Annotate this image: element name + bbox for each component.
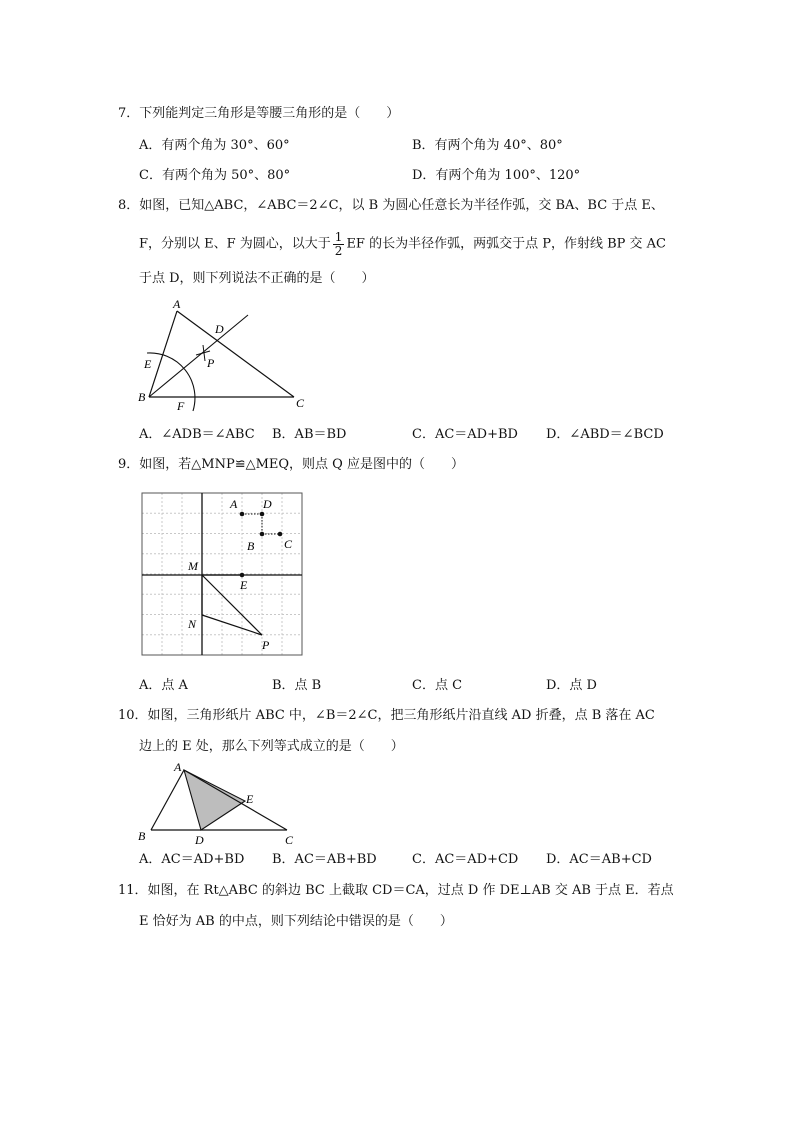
q9-option-a: A．点 A [139, 678, 188, 693]
q8-line2-before: F，分别以 E、F 为圆心，以大于 [139, 236, 331, 252]
q8-label-d: D [215, 322, 224, 336]
q8-label-e: E [144, 357, 152, 371]
q9-point-c [278, 532, 283, 537]
q9-side-np [202, 615, 262, 635]
q11-stem-line2: E 恰好为 AB 的中点，则下列结论中错误的是（ ） [139, 914, 453, 929]
q9-point-e [240, 573, 245, 578]
q8-option-b: B．AB＝BD [272, 427, 347, 442]
q9-point-b [260, 532, 265, 537]
q9-side-mp [202, 575, 262, 635]
q9-label-p: P [262, 638, 270, 652]
q8-fraction-den: 2 [334, 243, 343, 258]
q10-label-c: C [285, 833, 294, 846]
q9-label-d: D [263, 497, 272, 511]
q7-stem: 7．下列能判定三角形是等腰三角形的是（ ） [118, 106, 400, 121]
q8-option-d: D．∠ABD＝∠BCD [546, 427, 664, 442]
q7-option-c: C．有两个角为 50°、80° [139, 168, 291, 183]
q8-stem-line3: 于点 D，则下列说法不正确的是（ ） [139, 271, 375, 286]
q8-label-c: C [296, 396, 305, 410]
q8-stem-line1: 8．如图，已知△ABC，∠ABC＝2∠C，以 B 为圆心任意长为半径作弧，交 BA、BC 于点 E、 [118, 198, 664, 213]
q9-label-e: E [240, 578, 248, 592]
q10-figure [135, 760, 305, 846]
q9-label-m: M [188, 559, 198, 573]
q8-fraction-num: 1 [334, 230, 343, 244]
q8-side-ab [149, 311, 177, 397]
q10-stem-line1: 10．如图，三角形纸片 ABC 中，∠B＝2∠C，把三角形纸片沿直线 AD 折叠，点 B 落在 AC [118, 708, 655, 723]
q10-label-a: A [174, 760, 182, 774]
q9-label-n: N [188, 617, 197, 631]
q10-option-c: C．AC＝AD+CD [412, 852, 519, 867]
q11-stem-line1: 11．如图，在 Rt△ABC 的斜边 BC 上截取 CD＝CA，过点 D 作 DE⊥AB 交 AB 于点 E．若点 [118, 883, 674, 898]
q9-label-a: A [230, 497, 238, 511]
q9-option-b: B．点 B [272, 678, 322, 693]
q7-option-b: B．有两个角为 40°、80° [412, 138, 563, 153]
q9-stem: 9．如图，若△MNP≌△MEQ，则点 Q 应是图中的（ ） [118, 457, 464, 472]
q8-side-ac [177, 311, 294, 397]
q9-option-c: C．点 C [412, 678, 463, 693]
q7-option-d: D．有两个角为 100°、120° [412, 168, 581, 183]
q10-option-b: B．AC＝AB+BD [272, 852, 377, 867]
q9-point-d [260, 512, 265, 517]
q10-label-b: B [138, 829, 146, 843]
q8-line2-after: EF 的长为半径作弧，两弧交于点 P，作射线 BP 交 AC [346, 236, 666, 252]
q8-option-a: A．∠ADB＝∠ABC [139, 427, 255, 442]
q7-option-a: A．有两个角为 30°、60° [139, 138, 290, 153]
q9-label-b: B [247, 539, 255, 553]
q8-label-p: P [207, 356, 215, 370]
q8-option-c: C．AC＝AD+BD [412, 427, 518, 442]
q10-side-ab [151, 770, 184, 830]
q10-label-d: D [195, 833, 204, 846]
q9-option-d: D．点 D [546, 678, 597, 693]
q10-label-e: E [246, 792, 254, 806]
q9-grid-figure [140, 490, 306, 660]
q8-label-f: F [177, 399, 185, 413]
q8-fraction [333, 231, 345, 257]
q8-figure [130, 295, 320, 413]
q10-option-a: A．AC＝AD+BD [139, 852, 245, 867]
q8-stem-line2 [139, 231, 666, 257]
q9-label-c: C [284, 537, 293, 551]
q9-grid-lines [142, 493, 302, 655]
q8-label-a: A [173, 297, 181, 311]
q9-point-a [240, 512, 245, 517]
q10-stem-line2: 边上的 E 处，那么下列等式成立的是（ ） [139, 739, 404, 754]
q8-label-b: B [138, 390, 146, 404]
q10-option-d: D．AC＝AB+CD [546, 852, 652, 867]
